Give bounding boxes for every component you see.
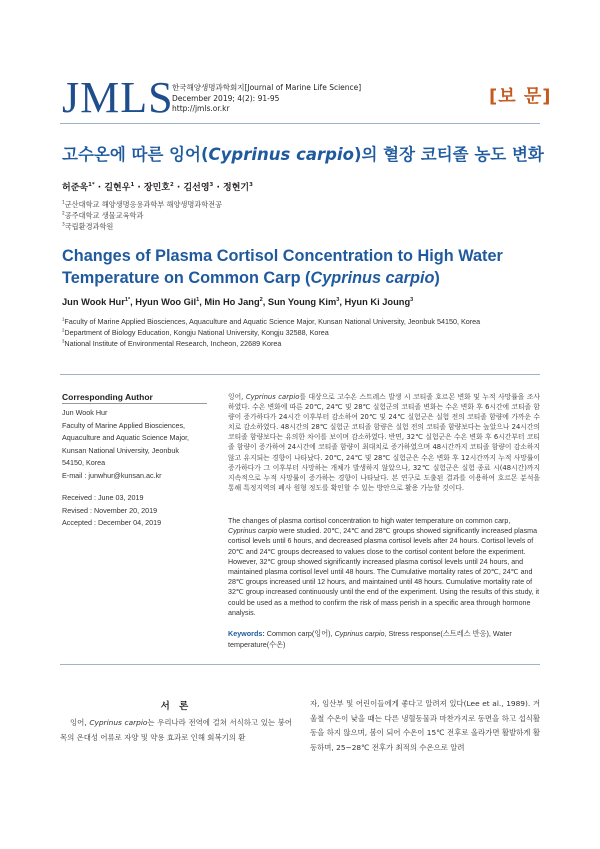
author-sup: 1*	[124, 296, 131, 303]
author: Jun Wook Hur	[62, 297, 125, 307]
author-sup: 3	[336, 296, 340, 303]
author-sup: 2	[259, 296, 263, 303]
revised-date: Revised : November 20, 2019	[62, 505, 158, 515]
author-sup: 1	[130, 182, 135, 188]
korean-abstract	[228, 392, 540, 493]
header-divider	[60, 123, 540, 124]
english-abstract-species: Cyprinus carpio	[228, 527, 278, 536]
affiliation-text: 국립환경과학원	[64, 222, 114, 231]
affiliation-sup: 2	[62, 211, 65, 217]
author-sup: 1	[196, 296, 200, 303]
keywords-pre: Common carp(잉어),	[264, 629, 335, 638]
corresponding-author-details	[62, 407, 189, 483]
english-title-species: Cyprinus carpio	[310, 269, 435, 287]
author: 정현기	[223, 183, 250, 193]
journal-url[interactable]: http://jmls.or.kr	[172, 104, 230, 113]
affiliation-text: 공주대학교 생물교육학과	[64, 211, 144, 220]
article-type-badge: [보 문]	[489, 86, 552, 107]
affiliation-text: 군산대학교 해양생명응용과학부 해양생명과학전공	[64, 200, 223, 209]
correspondence-line: 54150, Korea	[62, 458, 106, 468]
korean-abstract-body: 를 대상으로 고수온 스트레스 발생 시 코티졸 호르몬 변화 및 누적 사망률을 조사하였다. 수온 변화에 따른 20℃, 24℃ 및 28℃ 실험군의 코티졸 변화는 수온 변화 후 6시간에 코티졸 함량이 증가하다가 24시간 이후부터 감소하여 20℃ 및 24℃ 실험군은 실험 전의 코티졸 함량에 가까운 수치로 감소하였다. 48시간의 28℃ 실험군 코티졸 함량은 실험 전의 코티졸 함량보다는 높았으나 24시간의 코티졸 함량보다는 유의한 차이를 보이며 감소하였다. 반면, 32℃ 실험군은 수온 변화 후 6시간부터 코티졸 함량이 증가하여 24시간에 코티졸 함량이 최대치로 증가하였으며 48시간까지 코티졸 함량이 감소하지 않고 유지되는 경향이 나타났다. 20℃, 24℃ 및 28℃ 실험군은 수온 변화 후 12시간까지 누적 사망률이 증가하다가 그 이후부터 사망하는 개체가 발생하지 않았으나, 32℃ 실험군은 실험 종료 시(48시간)까지 지속적으로 누적 사망률이 증가하는 경향이 나타났다. 본 연구로 도출된 결과를 이용하여 호르몬 분석을 통해 특정지역의 폐사 원형 정도를 확인할 수 있는 방안으로 활용 가능할 것이다.	[228, 393, 541, 492]
body-left-species: Cyprinus carpio	[89, 718, 148, 727]
journal-issue: December 2019; 4(2): 91-95	[172, 93, 280, 103]
author: 허준욱	[62, 183, 89, 193]
korean-title-species: Cyprinus carpio	[208, 145, 354, 164]
english-abstract	[228, 516, 540, 618]
affiliation-sup: 3	[62, 338, 65, 344]
affiliation	[62, 327, 480, 338]
english-title	[62, 245, 542, 289]
corresponding-author-rule	[62, 403, 207, 404]
body-left-text: 는 우리나라 전역에 걸쳐 서식하고 있는 붕어목의 온대성 어류로 자양 및 약용 효과로 인해 회복기의 환	[60, 718, 292, 742]
author: Sun Young Kim	[267, 297, 337, 307]
english-abstract-body: were studied. 20℃, 24℃ and 28℃ groups showed significantly increased plasma cortisol levels until 6 hours, and decreased plasma cortisol levels after 24 hours. Cortisol levels of 20℃ and 24℃ groups decreased to values close to the cortisol content before the experiment. However, 32℃ group showed significantly increased plasma cortisol levels until 24 hours, and maintained plasma cortisol level until 48 hours. The Cumulative mortality rates of 20℃, 24℃ and 28℃ groups increased until 12 hours, and maintained until 48 hours. Cumulative mortality rate of 32℃ group increased continuously until the end of the experiment. Using the results of this study, it could be used as a method to confirm the risk of mass perish in a specific area through hormone analysis.	[228, 527, 540, 617]
correspondence-email[interactable]: E-mail : junwhur@kunsan.ac.kr	[62, 470, 162, 480]
affiliation	[62, 210, 222, 221]
author: Hyun Woo Gil	[135, 297, 197, 307]
affiliation-sup: 1	[62, 200, 65, 206]
korean-abstract-species: Cyprinus carpio	[245, 393, 300, 401]
keywords	[228, 629, 540, 650]
affiliation-text: Faculty of Marine Applied Biosciences, Aquaculture and Aquatic Science Major, Kunsan National University, Jeonbuk 54150, Korea	[64, 317, 481, 326]
author-sup: 3	[209, 182, 214, 188]
section-divider	[60, 374, 540, 375]
correspondence-line: Aquaculture and Aquatic Science Major,	[62, 433, 190, 443]
keywords-species: Cyprinus carpio	[334, 629, 385, 638]
journal-info	[172, 83, 361, 115]
journal-name: 한국해양생명과학회지[Journal of Marine Life Science]	[172, 83, 362, 92]
author-sup: 2	[170, 182, 174, 188]
author: Hyun Ki Joung	[344, 297, 411, 307]
affiliation-sup: 2	[62, 327, 65, 333]
korean-authors: 허준욱$^{1*}$ · 길현우$^1$ · 장민호$^2$ · 김선영$^3$ · 정현기$^3$	[62, 182, 253, 193]
correspondence-line: Kunsan National University, Jeonbuk	[62, 445, 179, 455]
author-sup: 3	[410, 296, 414, 303]
english-title-line2-post: )	[434, 269, 440, 287]
keywords-label: Keywords:	[228, 629, 265, 638]
korean-title-post: )의 혈장 코티졸 농도 변화	[353, 145, 544, 164]
author: 장민호	[143, 183, 170, 193]
affiliation-sup: 3	[62, 222, 65, 228]
body-column-left	[60, 716, 292, 745]
body-left-pre: 잉어,	[70, 718, 90, 727]
affiliation	[62, 221, 222, 232]
author: Min Ho Jang	[204, 297, 260, 307]
correspondence-line: Jun Wook Hur	[62, 408, 108, 417]
article-dates	[62, 492, 161, 530]
korean-title	[62, 141, 544, 165]
author-sup: 1*	[88, 182, 95, 188]
author-sup: 3	[249, 182, 253, 188]
english-abstract-pre: The changes of plasma cortisol concentration to high water temperature on common carp,	[228, 517, 511, 525]
abstract-divider	[60, 664, 540, 665]
english-title-line2-pre: Temperature on Common Carp (	[62, 269, 311, 287]
introduction-heading: 서 론	[160, 701, 192, 712]
korean-affiliations	[62, 199, 222, 232]
journal-logo: JMLS	[62, 73, 174, 122]
corresponding-author-heading: Corresponding Author	[62, 392, 153, 402]
accepted-date: Accepted : December 04, 2019	[62, 518, 162, 528]
english-authors: Jun Wook Hur$^{1*}$, Hyun Woo Gil$^1$, Min Ho Jang$^2$, Sun Young Kim$^3$, Hyun Ki Joung$^3$	[62, 296, 414, 307]
english-title-line1: Changes of Plasma Cortisol Concentration to High Water	[62, 247, 503, 265]
korean-title-pre: 고수온에 따른 잉어(	[62, 145, 209, 164]
affiliation-text: Department of Biology Education, Kongju National University, Kongju 32588, Korea	[64, 328, 329, 337]
affiliation	[62, 316, 480, 327]
affiliation-sup: 1	[62, 316, 65, 322]
affiliation	[62, 199, 222, 210]
received-date: Received : June 03, 2019	[62, 493, 144, 502]
author: 길현우	[104, 183, 131, 193]
english-affiliations	[62, 316, 480, 349]
affiliation-text: National Institute of Environmental Research, Incheon, 22689 Korea	[64, 339, 282, 348]
affiliation	[62, 338, 480, 349]
body-column-right: 자, 임산부 및 어린이들에게 좋다고 알려져 있다(Lee et al., 1989). 겨울철 수온이 낮을 때는 다른 냉혈동물과 마찬가지로 동면을 하고 섭식활동을 하지 않으며, 봄이 되어 수온이 15℃ 전후로 올라가면 활발하게 활동하며, 25~28℃ 전후가 최적의 수온으로 알려	[310, 699, 540, 752]
korean-abstract-pre: 잉어,	[228, 393, 246, 401]
author: 김선영	[183, 183, 210, 193]
keywords-post: , Stress response(스트레스 반응), Water temperature(수온)	[228, 629, 512, 649]
correspondence-line: Faculty of Marine Applied Biosciences,	[62, 420, 186, 430]
english-title-line2	[62, 267, 542, 289]
